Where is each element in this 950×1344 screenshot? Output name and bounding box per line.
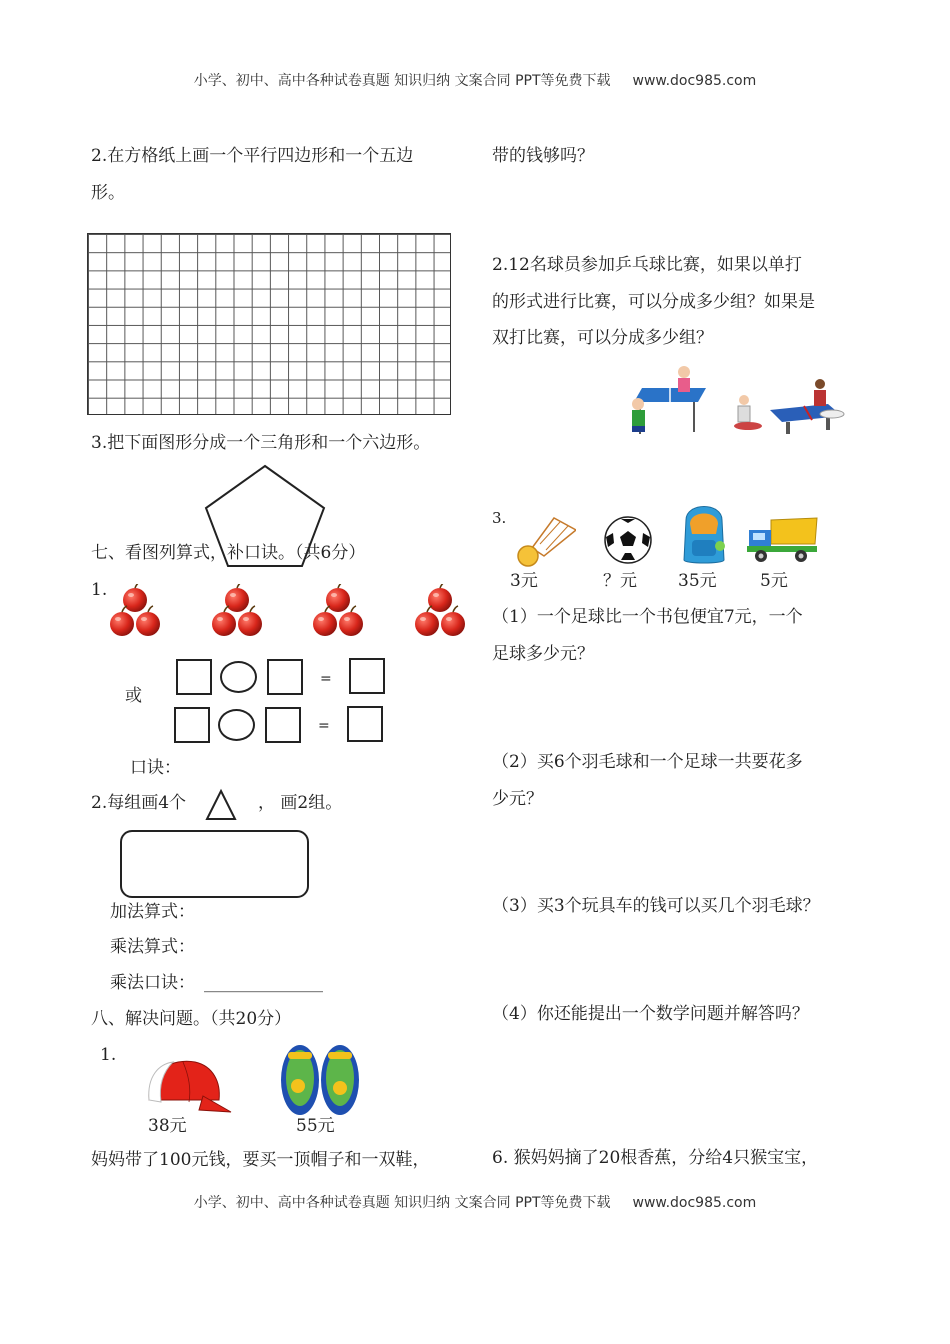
- eq1-operator-circle[interactable]: [220, 661, 257, 693]
- square-grid-paper[interactable]: [87, 233, 451, 415]
- s8-q1-number: 1.: [100, 1045, 117, 1065]
- drawing-area[interactable]: [120, 830, 309, 898]
- cap-image: [143, 1052, 233, 1118]
- right-q2-line2: 的形式进行比赛，可以分成多少组？如果是: [492, 292, 815, 312]
- eq2-operator-circle[interactable]: [218, 709, 255, 741]
- mul-rhyme-blank[interactable]: ______________: [204, 973, 323, 993]
- mul-rhyme-label: 乘法口诀：: [110, 973, 195, 993]
- right-q3-number: 3.: [492, 509, 507, 527]
- page-header: [0, 70, 950, 90]
- apple-group-3: [313, 584, 363, 636]
- eq2-equals: =: [318, 718, 330, 734]
- left-q2-line2: 形。: [91, 183, 125, 203]
- left-q2-line1: 2.在方格纸上画一个平行四边形和一个五边: [91, 146, 414, 166]
- s7-q1-number: 1.: [91, 580, 108, 600]
- apple-group-4: [415, 584, 465, 636]
- eq1-box-2[interactable]: [267, 659, 303, 695]
- or-label: 或: [125, 686, 142, 706]
- backpack-image: [676, 500, 732, 566]
- shoes-price: 55元: [296, 1116, 335, 1136]
- header-text: 小学、初中、高中各种试卷真题 知识归纳 文案合同 PPT等免费下载: [193, 73, 611, 89]
- kouj-label: 口诀：: [130, 758, 181, 778]
- left-q3: 3.把下面图形分成一个三角形和一个六边形。: [91, 433, 431, 453]
- footer-url[interactable]: www.doc985.com: [632, 1195, 757, 1211]
- s8-q1-text: 妈妈带了100元钱，要买一顶帽子和一双鞋，: [91, 1150, 430, 1170]
- sub3: （3）买3个玩具车的钱可以买几个羽毛球？: [492, 896, 820, 916]
- eq1-box-1[interactable]: [176, 659, 212, 695]
- right-continuation: 带的钱够吗？: [492, 146, 594, 166]
- eq2-box-2[interactable]: [265, 707, 301, 743]
- sub4: （4）你还能提出一个数学问题并解答吗？: [492, 1004, 809, 1024]
- mul-formula-label: 乘法算式：: [110, 937, 195, 957]
- sub1-line1: （1）一个足球比一个书包便宜7元，一个: [492, 607, 803, 627]
- pingpong-image: [622, 362, 858, 444]
- s7-q2-text-b: ， 画2组。: [258, 793, 343, 813]
- eq1-result-box[interactable]: [349, 658, 385, 694]
- eq2-box-1[interactable]: [174, 707, 210, 743]
- shoes-image: [278, 1040, 364, 1118]
- price-soccer-ball: ？元: [603, 571, 637, 591]
- shuttlecock-image: [510, 512, 576, 568]
- apple-group-1: [110, 584, 160, 636]
- price-backpack: 35元: [678, 571, 717, 591]
- eq1-equals: =: [320, 671, 332, 687]
- right-q2-line1: 2.12名球员参加乒乓球比赛，如果以单打: [492, 255, 802, 275]
- hat-price: 38元: [148, 1116, 187, 1136]
- s7-q2-text-a: 2.每组画4个: [91, 793, 187, 813]
- add-formula-label: 加法算式：: [110, 902, 195, 922]
- sub2-line1: （2）买6个羽毛球和一个足球一共要花多: [492, 752, 803, 772]
- footer-text: 小学、初中、高中各种试卷真题 知识归纳 文案合同 PPT等免费下载: [193, 1195, 611, 1211]
- toy-truck-image: [745, 514, 819, 564]
- section7-title: 七、看图列算式，补口诀。（共6分）: [91, 543, 366, 563]
- soccer-ball-image: [603, 515, 653, 565]
- q6-text: 6. 猴妈妈摘了20根香蕉，分给4只猴宝宝，: [492, 1148, 819, 1168]
- page-footer: [0, 1192, 950, 1212]
- price-shuttlecock: 3元: [510, 571, 538, 591]
- section8-title: 八、解决问题。（共20分）: [91, 1009, 292, 1029]
- header-url[interactable]: www.doc985.com: [632, 73, 757, 89]
- eq2-result-box[interactable]: [347, 706, 383, 742]
- price-toy-truck: 5元: [760, 571, 788, 591]
- right-q2-line3: 双打比赛，可以分成多少组？: [492, 328, 713, 348]
- sub1-line2: 足球多少元？: [492, 644, 594, 664]
- apple-group-2: [212, 584, 262, 636]
- triangle-icon: [204, 788, 238, 822]
- apple-groups: [105, 584, 465, 644]
- sub2-line2: 少元？: [492, 789, 543, 809]
